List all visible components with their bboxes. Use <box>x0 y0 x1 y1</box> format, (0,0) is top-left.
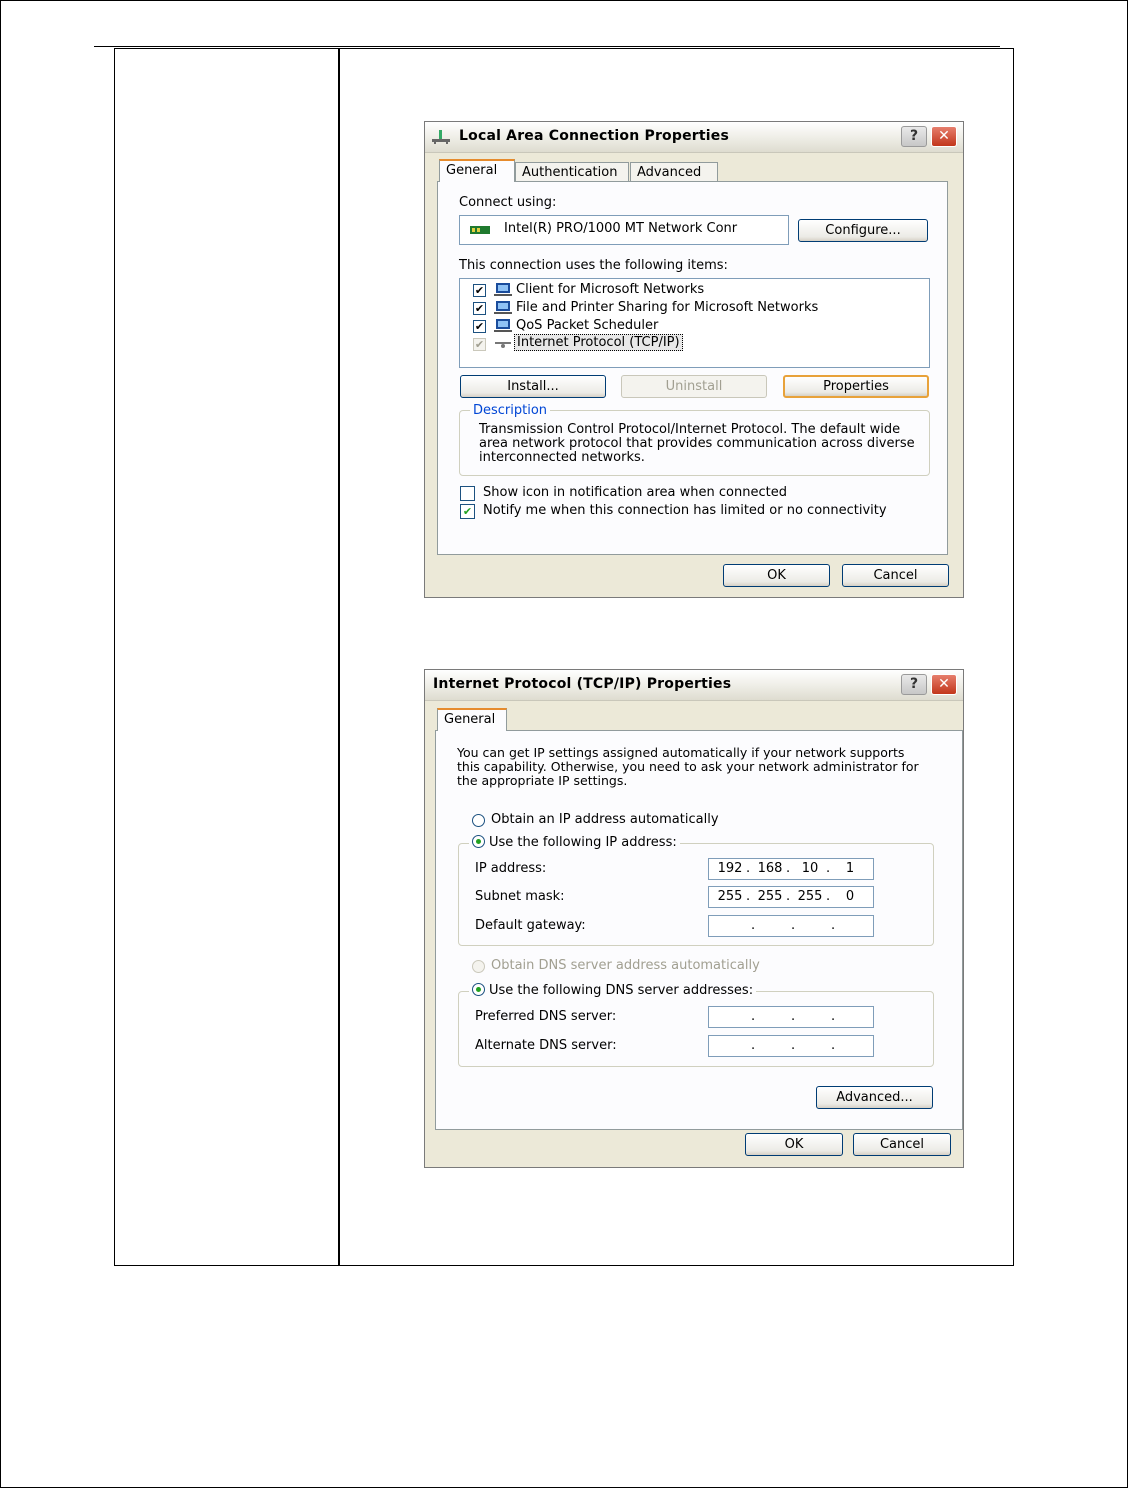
ip-octet-4: 1 <box>845 861 855 876</box>
local-area-connection-properties-dialog <box>424 121 964 598</box>
octet-separator: . <box>831 1009 836 1024</box>
mask-octet-4: 0 <box>845 889 855 904</box>
items-label: This connection uses the following items: <box>459 258 728 273</box>
ip-octet-3: 10 <box>801 861 819 876</box>
cancel-button[interactable] <box>853 1133 951 1156</box>
close-button[interactable]: ✕ <box>931 674 957 695</box>
octet-separator: . <box>786 861 791 876</box>
properties-button[interactable] <box>783 375 929 398</box>
ok-button[interactable] <box>723 564 830 587</box>
subnet-mask-field[interactable] <box>708 886 874 908</box>
mask-octet-1: 255 <box>717 889 743 904</box>
preferred-dns-field[interactable] <box>708 1006 874 1028</box>
obtain-ip-label: Obtain an IP address automatically <box>491 812 719 827</box>
item-label: Internet Protocol (TCP/IP) <box>514 334 683 351</box>
adapter-field <box>459 215 789 245</box>
close-button[interactable]: ✕ <box>931 126 957 147</box>
adapter-name: Intel(R) PRO/1000 MT Network Conr <box>504 221 738 236</box>
octet-separator: . <box>746 861 751 876</box>
use-ip-label: Use the following IP address: <box>489 835 677 850</box>
show-icon-label: Show icon in notification area when connected <box>483 485 787 500</box>
item-checkbox[interactable]: ✔ <box>474 284 485 297</box>
dialog-title: Internet Protocol (TCP/IP) Properties <box>433 676 732 692</box>
item-checkbox[interactable]: ✔ <box>474 338 485 351</box>
ip-address-label: IP address: <box>475 861 547 876</box>
title-bar[interactable] <box>425 122 963 153</box>
octet-separator: . <box>831 1038 836 1053</box>
install-button[interactable] <box>460 375 606 398</box>
configure-button-label: Configure... <box>825 223 901 238</box>
ip-octet-1: 192 <box>717 861 743 876</box>
tab-general[interactable]: General <box>439 159 515 182</box>
help-button[interactable]: ? <box>901 126 927 147</box>
configure-button[interactable] <box>798 219 928 242</box>
preferred-dns-label: Preferred DNS server: <box>475 1009 617 1024</box>
intro-text: You can get IP settings assigned automatically if your network supports this capability. Otherwise, you need to ask your network administrator for the appropriate IP settings. <box>457 745 919 788</box>
network-connection-icon <box>431 129 451 145</box>
properties-button-label: Properties <box>823 379 889 394</box>
cancel-button-label: Cancel <box>879 1137 925 1152</box>
use-dns-legend <box>469 983 756 998</box>
cancel-button[interactable] <box>842 564 949 587</box>
qos-service-icon <box>494 318 512 333</box>
advanced-button[interactable] <box>816 1086 933 1109</box>
use-ip-legend <box>469 835 680 850</box>
ok-button-label: OK <box>767 568 786 583</box>
octet-separator: . <box>746 889 751 904</box>
default-gateway-label: Default gateway: <box>475 918 586 933</box>
network-client-icon <box>494 282 512 297</box>
file-sharing-icon <box>494 300 512 315</box>
use-dns-label: Use the following DNS server addresses: <box>489 983 754 998</box>
use-ip-radio[interactable] <box>472 835 485 848</box>
octet-separator: . <box>751 1009 756 1024</box>
description-text: Transmission Control Protocol/Internet Protocol. The default wide area network protocol that provides communication across diverse interconnected networks. <box>479 422 915 465</box>
use-dns-radio[interactable] <box>472 983 485 996</box>
notify-label: Notify me when this connection has limited or no connectivity <box>483 503 887 518</box>
advanced-button-label: Advanced... <box>836 1090 913 1105</box>
title-bar[interactable] <box>425 670 963 701</box>
header-rule <box>94 46 1000 47</box>
octet-separator: . <box>786 889 791 904</box>
install-button-label: Install... <box>507 379 559 394</box>
general-tab-panel <box>435 730 963 1130</box>
uninstall-button[interactable] <box>621 375 767 398</box>
tcp-ip-properties-dialog <box>424 669 964 1168</box>
octet-separator: . <box>826 861 831 876</box>
octet-separator: . <box>831 918 836 933</box>
obtain-dns-label: Obtain DNS server address automatically <box>491 958 760 973</box>
item-label: Client for Microsoft Networks <box>516 282 705 297</box>
octet-separator: . <box>791 1038 796 1053</box>
mask-octet-3: 255 <box>797 889 823 904</box>
tab-authentication[interactable]: Authentication <box>515 162 629 182</box>
ok-button-label: OK <box>784 1137 804 1152</box>
ok-button[interactable] <box>745 1133 843 1156</box>
network-adapter-icon <box>470 225 490 235</box>
tab-advanced[interactable]: Advanced <box>630 162 718 182</box>
notify-checkbox[interactable]: ✔ <box>460 504 475 519</box>
obtain-ip-radio[interactable] <box>472 814 485 827</box>
alternate-dns-label: Alternate DNS server: <box>475 1038 617 1053</box>
dialog-title: Local Area Connection Properties <box>459 128 730 144</box>
item-label: QoS Packet Scheduler <box>516 318 659 333</box>
description-legend: Description <box>470 403 550 418</box>
ip-octet-2: 168 <box>757 861 783 876</box>
octet-separator: . <box>791 1009 796 1024</box>
tab-general[interactable]: General <box>437 708 507 731</box>
item-label: File and Printer Sharing for Microsoft Networks <box>516 300 819 315</box>
item-checkbox[interactable]: ✔ <box>474 302 485 315</box>
octet-separator: . <box>751 1038 756 1053</box>
connect-using-label: Connect using: <box>459 195 557 210</box>
protocol-icon <box>494 336 512 351</box>
octet-separator: . <box>826 889 831 904</box>
general-tab-panel <box>437 181 948 555</box>
uninstall-button-label: Uninstall <box>665 379 723 394</box>
cancel-button-label: Cancel <box>873 568 918 583</box>
show-icon-checkbox[interactable] <box>460 486 475 501</box>
octet-separator: . <box>791 918 796 933</box>
default-gateway-field[interactable] <box>708 915 874 937</box>
octet-separator: . <box>751 918 756 933</box>
table-column-divider <box>338 48 340 1266</box>
components-list[interactable] <box>459 278 930 368</box>
obtain-dns-radio[interactable] <box>472 960 485 973</box>
help-button[interactable]: ? <box>901 674 927 695</box>
subnet-mask-label: Subnet mask: <box>475 889 565 904</box>
item-checkbox[interactable]: ✔ <box>474 320 485 333</box>
ip-address-field[interactable] <box>708 858 874 880</box>
alternate-dns-field[interactable] <box>708 1035 874 1057</box>
mask-octet-2: 255 <box>757 889 783 904</box>
